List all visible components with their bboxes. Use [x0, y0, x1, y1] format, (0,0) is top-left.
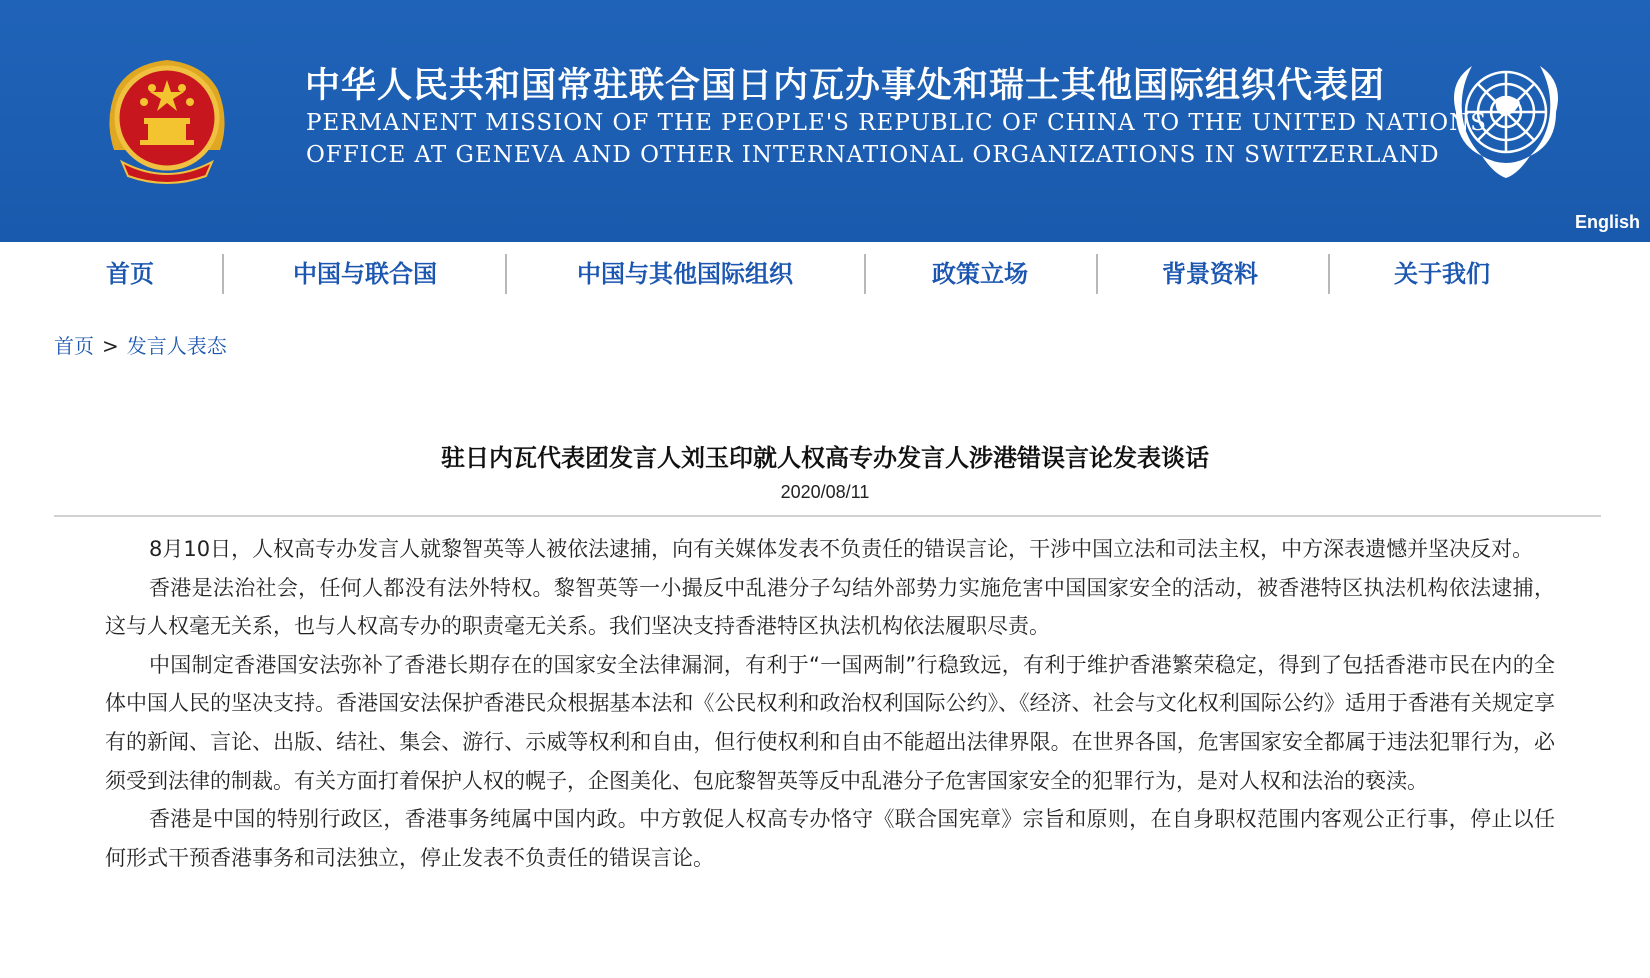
article-paragraph: 8月10日，人权高专办发言人就黎智英等人被依法逮捕，向有关媒体发表不负责任的错误言论，干涉中国立法和司法主权，中方深表遗憾并坚决反对。 [149, 537, 1534, 561]
nav-separator [222, 254, 224, 294]
article-title: 驻日内瓦代表团发言人刘玉印就人权高专办发言人涉港错误言论发表谈话 [441, 444, 1209, 472]
nav-item-policy-positions[interactable]: 政策立场 [932, 260, 1028, 288]
article-paragraph: 中国制定香港国安法弥补了香港长期存在的国家安全法律漏洞，有利于“一国两制”行稳致远，有利于维护香港繁荣稳定，得到了包括香港市民在内的全体中国人民的坚决支持。香港国安法保护香港民众根据基本法和《公民权利和政治权利国际公约》、《经济、社会与文化权利国际公约》适用于香港有关规定享有的新闻、言论、出版、结社、集会、游行、示威等权利和自由，但行使权利和自由不能超出法律界限。在世界各国，危害国家安全都属于违法犯罪行为，必须受到法律的制裁。有关方面打着保护人权的幌子，企图美化、包庇黎智英等反中乱港分子危害国家安全的犯罪行为，是对人权和法治的亵渎。 [105, 652, 1555, 793]
nav-item-china-and-other-orgs[interactable]: 中国与其他国际组织 [577, 260, 793, 288]
site-title-en-line2: OFFICE AT GENEVA AND OTHER INTERNATIONAL ORGANIZATIONS IN SWITZERLAND [306, 142, 1440, 168]
nav-item-china-and-un[interactable]: 中国与联合国 [293, 260, 437, 288]
nav-item-home[interactable]: 首页 [106, 260, 154, 288]
main-nav [0, 242, 1650, 306]
article-date: 2020/08/11 [780, 482, 870, 502]
article-paragraph: 香港是中国的特别行政区，香港事务纯属中国内政。中方敦促人权高专办恪守《联合国宪章》宗旨和原则，在自身职权范围内客观公正行事，停止以任何形式干预香港事务和司法独立，停止发表不负责任的错误言论。 [105, 807, 1555, 870]
breadcrumb-separator: > [102, 334, 119, 358]
english-language-link[interactable]: English [1574, 212, 1640, 232]
breadcrumb-current-link[interactable]: 发言人表态 [126, 334, 227, 358]
article-paragraph: 香港是法治社会，任何人都没有法外特权。黎智英等一小撮反中乱港分子勾结外部势力实施危害中国国家安全的活动，被香港特区执法机构依法逮捕，这与人权毫无关系，也与人权高专办的职责毫无关系。我们坚决支持香港特区执法机构依法履职尽责。 [105, 575, 1555, 639]
nav-item-about-us[interactable]: 关于我们 [1394, 260, 1490, 288]
nav-separator [864, 254, 866, 294]
breadcrumb-home-link[interactable]: 首页 [54, 334, 94, 358]
nav-separator [505, 254, 507, 294]
title-divider [54, 515, 1601, 517]
china-national-emblem-icon [100, 50, 234, 186]
breadcrumb [54, 330, 227, 359]
un-emblem-icon [1438, 52, 1574, 188]
article-body [105, 530, 1555, 877]
nav-separator [1096, 254, 1098, 294]
site-title-en-line1: PERMANENT MISSION OF THE PEOPLE'S REPUBLIC OF CHINA TO THE UNITED NATIONS [306, 110, 1487, 136]
nav-item-background[interactable]: 背景资料 [1162, 260, 1258, 288]
header-banner [0, 0, 1650, 242]
site-title-cn: 中华人民共和国常驻联合国日内瓦办事处和瑞士其他国际组织代表团 [305, 66, 1386, 106]
nav-separator [1328, 254, 1330, 294]
